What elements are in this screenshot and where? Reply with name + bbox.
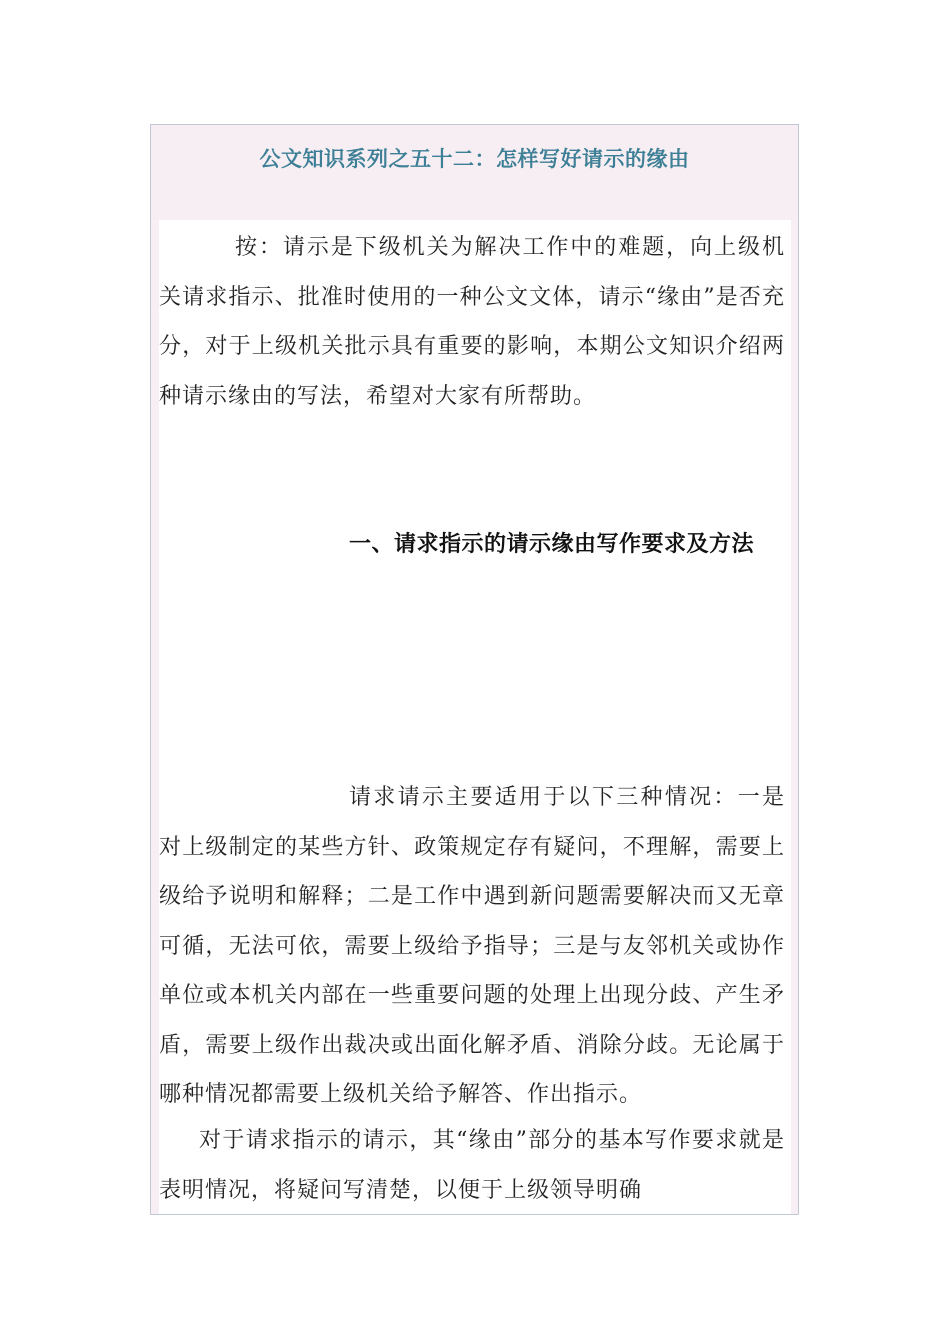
document-body <box>159 220 791 1215</box>
section-heading: 一、请求指示的请示缘由写作要求及方法 <box>349 532 755 557</box>
document-frame <box>150 124 799 1215</box>
document-title: 公文知识系列之五十二：怎样写好请示的缘由 <box>259 147 690 171</box>
title-band <box>151 125 798 220</box>
body-paragraph-1: 请求请示主要适用于以下三种情况：一是对上级制定的某些方针、政策规定存有疑问，不理解，需要上级给予说明和解释；二是工作中遇到新问题需要解决而又无章可循，无法可依，需要上级给予指导；三是与友邻机关或协作单位或本机关内部在一些重要问题的处理上出现分歧、产生矛盾，需要上级作出裁决或出面化解矛盾、消除分歧。无论属于哪种情况都需要上级机关给予解答、作出指示。 <box>159 785 785 1107</box>
body-paragraph-2: 对于请求指示的请示，其“缘由”部分的基本写作要求就是表明情况，将疑问写清楚，以便于上级领导明确 <box>159 1128 785 1203</box>
intro-paragraph: 按：请示是下级机关为解决工作中的难题，向上级机关请求指示、批准时使用的一种公文文体，请示“缘由”是否充分，对于上级机关批示具有重要的影响，本期公文知识介绍两种请示缘由的写法，希望对大家有所帮助。 <box>159 235 785 409</box>
